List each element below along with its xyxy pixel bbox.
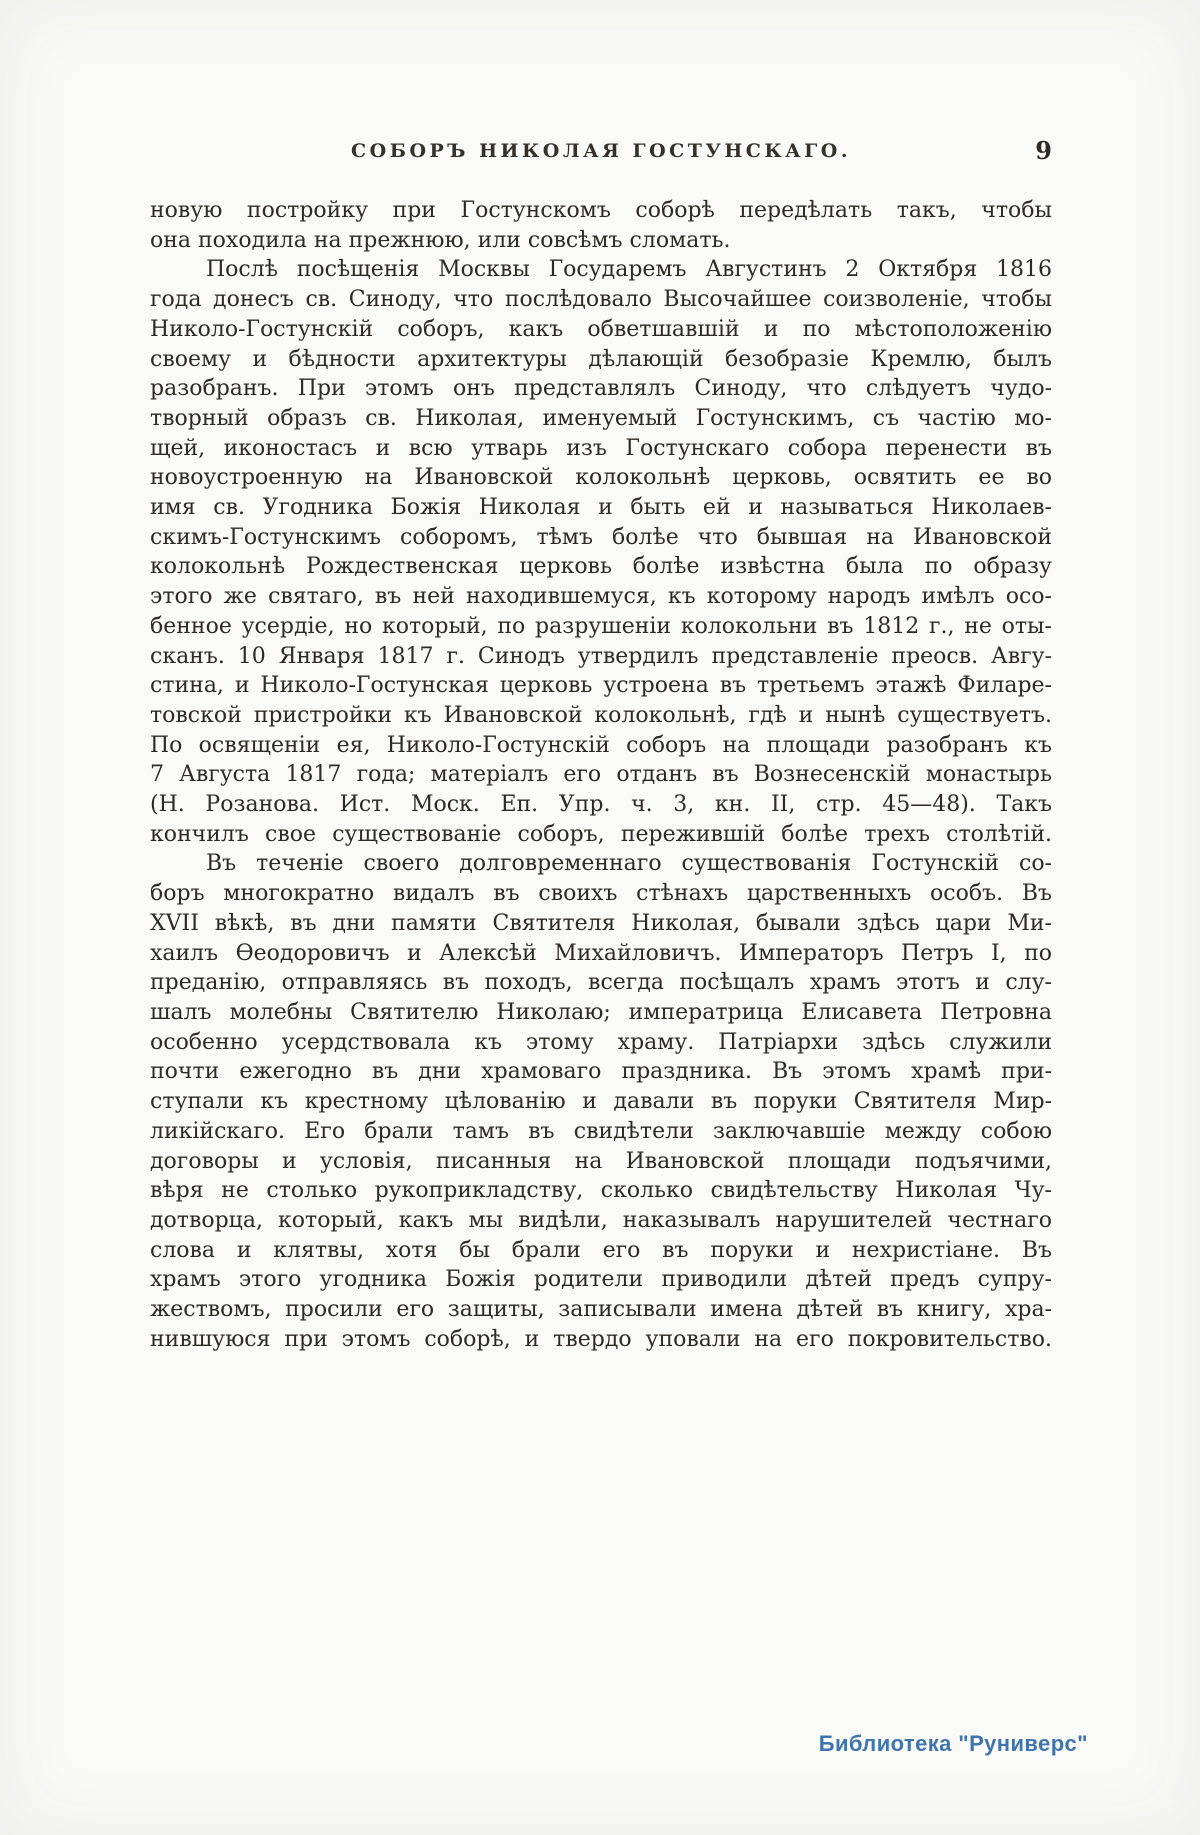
text-line: разобранъ. При этомъ онъ представлялъ Синоду, что слѣдуетъ чудо- — [150, 376, 1052, 402]
running-header — [150, 136, 1052, 174]
text-line: преданію, отправляясь въ походъ, всегда посѣщалъ храмъ этотъ и слу- — [150, 970, 1052, 996]
text-line: По освященіи ея, Николо-Гостунскій соборъ на площади разобранъ къ — [150, 732, 1052, 758]
text-line: хаилъ Ѳеодоровичъ и Алексѣй Михайловичъ. Императоръ Петръ I, по — [150, 940, 1052, 966]
library-watermark: Библиотека "Руниверс" — [818, 1731, 1088, 1756]
text-line: творный образъ св. Николая, именуемый Гостунскимъ, съ частію мо- — [150, 405, 1052, 431]
paragraph — [150, 255, 1052, 849]
page-number: 9 — [1035, 136, 1052, 165]
text-line: слова и клятвы, хотя бы брали его въ поруки и нехристіане. Въ — [150, 1237, 1052, 1263]
text-column — [150, 136, 1052, 1354]
text-line: особенно усердствовала къ этому храму. Патріархи здѣсь служили — [150, 1029, 1052, 1055]
text-line: щей, иконостасъ и всю утварь изъ Гостунскаго собора перенести въ — [150, 435, 1052, 461]
text-line: дотворца, который, какъ мы видѣли, наказывалъ нарушителей честнаго — [150, 1207, 1052, 1233]
text-line: (Н. Розанова. Ист. Моск. Еп. Упр. ч. 3, кн. II, стр. 45—48). Такъ — [150, 792, 1052, 818]
text-line: сканъ. 10 Января 1817 г. Синодъ утвердилъ представленіе преосв. Авгу- — [150, 643, 1052, 669]
text-line: жествомъ, просили его защиты, записывали имена дѣтей въ книгу, хра- — [150, 1297, 1052, 1323]
text-line: она походила на прежнюю, или совсѣмъ сломать. — [150, 227, 731, 253]
text-line: имя св. Угодника Божія Николая и быть ей и называться Николаев- — [150, 495, 1052, 521]
text-line: новую постройку при Гостунскомъ соборѣ передѣлать такъ, чтобы — [150, 198, 1052, 223]
header-title: СОБОРЪ НИКОЛАЯ ГОСТУНСКАГО. — [351, 140, 851, 162]
text-line: договоры и условія, писанныя на Ивановской площади подъячими, — [150, 1148, 1052, 1174]
text-line: товской пристройки къ Ивановской колокольнѣ, гдѣ и нынѣ существуетъ. — [150, 702, 1052, 728]
text-line: ликійскаго. Его брали тамъ въ свидѣтели заключавшіе между собою — [150, 1118, 1052, 1144]
text-line: этого же святаго, въ ней находившемуся, къ которому народъ имѣлъ осо- — [150, 584, 1052, 610]
text-line: своему и бѣдности архитектуры дѣлающій безобразіе Кремлю, былъ — [150, 346, 1052, 372]
text-line: кончилъ свое существованіе соборъ, пережившій болѣе трехъ столѣтій. — [150, 821, 1052, 847]
text-line: года донесъ св. Синоду, что послѣдовало Высочайшее соизволеніе, чтобы — [150, 287, 1052, 313]
text-line: вѣря не столько рукоприкладству, сколько свидѣтельству Николая Чу- — [150, 1178, 1052, 1204]
text-line: боръ многократно видалъ въ своихъ стѣнахъ царственныхъ особъ. Въ — [150, 881, 1052, 907]
text-line: скимъ-Гостунскимъ соборомъ, тѣмъ болѣе что бывшая на Ивановской — [150, 524, 1052, 550]
paragraph — [150, 849, 1052, 1354]
text-line: 7 Августа 1817 года; матеріалъ его отданъ въ Вознесенскій монастырь — [150, 762, 1052, 788]
text-line: стина, и Николо-Гостунская церковь устроена въ третьемъ этажѣ Филаре- — [150, 673, 1052, 699]
text-line: Въ теченіе своего долговременнаго существованія Гостунскій со- — [206, 851, 1052, 877]
text-line: колокольнѣ Рождественская церковь болѣе извѣстна была по образу — [150, 554, 1052, 580]
text-line: Послѣ посѣщенія Москвы Государемъ Августинъ 2 Октября 1816 — [206, 257, 1052, 283]
text-line: бенное усердіе, но который, по разрушеніи колокольни въ 1812 г., не оты- — [150, 613, 1052, 639]
text-line: храмъ этого угодника Божія родители приводили дѣтей предъ супру- — [150, 1267, 1052, 1293]
text-line: Николо-Гостунскій соборъ, какъ обветшавшій и по мѣстоположенію — [150, 316, 1052, 342]
text-line: шалъ молебны Святителю Николаю; императрица Елисавета Петровна — [150, 999, 1052, 1025]
text-line: XVII вѣкѣ, въ дни памяти Святителя Николая, бывали здѣсь цари Ми- — [150, 910, 1052, 936]
text-line: ступали къ крестному цѣлованію и давали въ поруки Святителя Мир- — [150, 1089, 1052, 1115]
text-line: почти ежегодно въ дни храмоваго праздника. Въ этомъ храмѣ при- — [150, 1059, 1052, 1085]
text-line: нившуюся при этомъ соборѣ, и твердо уповали на его покровительство. — [150, 1326, 1052, 1352]
paragraph — [150, 196, 1052, 255]
text-line: новоустроенную на Ивановской колокольнѣ церковь, освятить ее во — [150, 465, 1052, 491]
